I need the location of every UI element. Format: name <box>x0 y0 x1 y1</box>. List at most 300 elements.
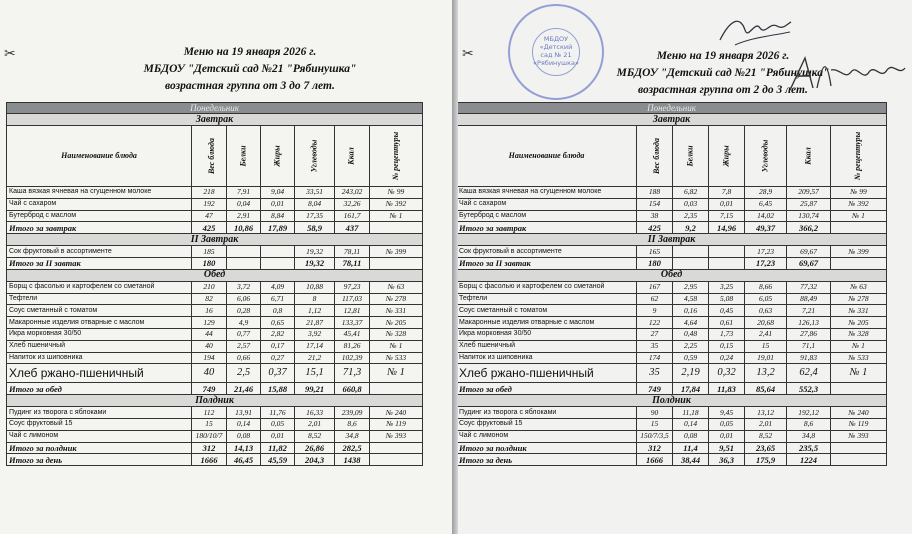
value-cell: 180 <box>192 257 227 269</box>
value-cell: 6,82 <box>673 187 709 199</box>
value-cell: 0,65 <box>261 317 295 329</box>
value-cell: 194 <box>192 352 227 364</box>
value-cell: 46,45 <box>227 454 261 466</box>
meal-bar-lunch <box>458 269 887 281</box>
table-row <box>7 198 423 210</box>
table-row <box>458 198 887 210</box>
value-cell: № 278 <box>370 293 423 305</box>
dish-name: Итого за обед <box>458 383 637 395</box>
value-cell: 0,05 <box>709 418 745 430</box>
dish-name: Итого за обед <box>7 383 192 395</box>
value-cell: 45,59 <box>261 454 295 466</box>
table-row <box>458 340 887 352</box>
value-cell: 34,8 <box>787 430 831 442</box>
value-cell: 749 <box>637 383 673 395</box>
value-cell: 62 <box>637 293 673 305</box>
table-row <box>458 407 887 419</box>
value-cell: 8,84 <box>261 210 295 222</box>
value-cell: 35 <box>637 364 673 383</box>
table-row <box>7 340 423 352</box>
value-cell: 167 <box>637 281 673 293</box>
value-cell: 154 <box>637 198 673 210</box>
value-cell: 150/7/3,5 <box>637 430 673 442</box>
value-cell: 235,5 <box>787 442 831 454</box>
value-cell: 81,26 <box>335 340 370 352</box>
value-cell: 239,09 <box>335 407 370 419</box>
value-cell: № 119 <box>831 418 887 430</box>
value-cell: 3,25 <box>709 281 745 293</box>
value-cell: 11,18 <box>673 407 709 419</box>
value-cell: 185 <box>192 246 227 258</box>
value-cell: 2,5 <box>227 364 261 383</box>
value-cell: 20,68 <box>745 317 787 329</box>
total-row-day <box>458 454 887 466</box>
meal-bar-snack-label: Полдник <box>7 395 423 407</box>
table-row <box>458 246 887 258</box>
table-row <box>458 418 887 430</box>
meal-bar-second_breakfast <box>7 234 423 246</box>
table-row <box>7 187 423 199</box>
meal-bar-breakfast <box>458 114 887 126</box>
dish-name: Итого за завтрак <box>7 222 192 234</box>
scissors-icon: ✂ <box>4 46 16 62</box>
column-header-fat: Жиры <box>709 126 745 187</box>
value-cell: 0,01 <box>261 198 295 210</box>
value-cell: 4,58 <box>673 293 709 305</box>
dish-name: Хлеб ржано-пшеничный <box>7 364 192 383</box>
signature-right <box>785 50 910 100</box>
value-cell: 6,06 <box>227 293 261 305</box>
value-cell: 0,08 <box>673 430 709 442</box>
value-cell: № 392 <box>831 198 887 210</box>
dish-name: Каша вязкая ячневая на сгущенном молоке <box>7 187 192 199</box>
dish-name: Итого за II завтак <box>7 257 192 269</box>
value-cell: № 63 <box>370 281 423 293</box>
table-row <box>458 187 887 199</box>
meal-bar-lunch-label: Обед <box>7 269 423 281</box>
meal-bar-second_breakfast-label: II Завтрак <box>7 234 423 246</box>
value-cell: 2,95 <box>673 281 709 293</box>
dish-name: Напиток из шиповника <box>7 352 192 364</box>
value-cell: 16,33 <box>295 407 335 419</box>
value-cell: № 240 <box>370 407 423 419</box>
value-cell: 2,57 <box>227 340 261 352</box>
value-cell: 11,83 <box>709 383 745 395</box>
right-title: Меню на 19 января 2026 г. <box>656 50 790 62</box>
value-cell: 0,01 <box>709 430 745 442</box>
value-cell: 1224 <box>787 454 831 466</box>
left-header <box>30 44 452 95</box>
menu-table-left <box>6 102 423 466</box>
value-cell: № 1 <box>831 210 887 222</box>
value-cell: 175,9 <box>745 454 787 466</box>
value-cell: 180 <box>637 257 673 269</box>
value-cell: 437 <box>335 222 370 234</box>
value-cell: 21,87 <box>295 317 335 329</box>
column-header-protein: Белки <box>673 126 709 187</box>
value-cell: 17,23 <box>745 257 787 269</box>
value-cell: 0,66 <box>227 352 261 364</box>
meal-bar-breakfast-label: Завтрак <box>458 114 887 126</box>
table-row <box>7 430 423 442</box>
value-cell: № 119 <box>370 418 423 430</box>
table-row <box>458 317 887 329</box>
value-cell: 8,6 <box>787 418 831 430</box>
value-cell: 2,01 <box>745 418 787 430</box>
value-cell: 2,25 <box>673 340 709 352</box>
dish-name: Хлеб пшеничный <box>7 340 192 352</box>
column-header-carbs: Углеводы <box>295 126 335 187</box>
value-cell: 0,15 <box>709 340 745 352</box>
value-cell <box>227 246 261 258</box>
value-cell: № 399 <box>370 246 423 258</box>
value-cell: 5,08 <box>709 293 745 305</box>
value-cell: № 240 <box>831 407 887 419</box>
meal-bar-snack <box>458 395 887 407</box>
value-cell: 192,12 <box>787 407 831 419</box>
value-cell: 17,35 <box>295 210 335 222</box>
dish-name: Напиток из шиповника <box>458 352 637 364</box>
value-cell: 23,65 <box>745 442 787 454</box>
value-cell: 38 <box>637 210 673 222</box>
value-cell: 15,1 <box>295 364 335 383</box>
value-cell: 40 <box>192 364 227 383</box>
table-row <box>7 328 423 340</box>
value-cell: 126,13 <box>787 317 831 329</box>
value-cell: 17,89 <box>261 222 295 234</box>
value-cell: 9 <box>637 305 673 317</box>
table-row <box>458 364 887 383</box>
dish-name: Итого за II завтак <box>458 257 637 269</box>
total-row-breakfast <box>458 222 887 234</box>
value-cell: 85,64 <box>745 383 787 395</box>
table-row <box>458 281 887 293</box>
table-row <box>7 364 423 383</box>
value-cell: 1666 <box>637 454 673 466</box>
value-cell: 36,3 <box>709 454 745 466</box>
value-cell: 0,63 <box>745 305 787 317</box>
value-cell: 112 <box>192 407 227 419</box>
value-cell: 11,76 <box>261 407 295 419</box>
value-cell: № 392 <box>370 198 423 210</box>
value-cell: 552,3 <box>787 383 831 395</box>
dish-name: Хлеб пшеничный <box>458 340 637 352</box>
value-cell: № 1 <box>831 340 887 352</box>
dish-name: Икра морковная 30/50 <box>458 328 637 340</box>
value-cell: 282,5 <box>335 442 370 454</box>
value-cell: 8 <box>295 293 335 305</box>
value-cell: № 331 <box>370 305 423 317</box>
value-cell: 2,01 <box>295 418 335 430</box>
value-cell <box>370 257 423 269</box>
value-cell: 210 <box>192 281 227 293</box>
value-cell: 312 <box>192 442 227 454</box>
value-cell: 204,3 <box>295 454 335 466</box>
dish-name: Тефтели <box>7 293 192 305</box>
value-cell <box>370 454 423 466</box>
value-cell: 749 <box>192 383 227 395</box>
value-cell: 17,84 <box>673 383 709 395</box>
value-cell <box>261 257 295 269</box>
value-cell: 27 <box>637 328 673 340</box>
value-cell: № 399 <box>831 246 887 258</box>
right-age-group: возрастная группа от 2 до 3 лет. <box>638 84 808 96</box>
value-cell: 78,11 <box>335 246 370 258</box>
value-cell: 243,02 <box>335 187 370 199</box>
value-cell: 0,16 <box>673 305 709 317</box>
value-cell: № 533 <box>370 352 423 364</box>
value-cell: 21,2 <box>295 352 335 364</box>
value-cell: 6,71 <box>261 293 295 305</box>
value-cell: 8,52 <box>295 430 335 442</box>
value-cell: 0,48 <box>673 328 709 340</box>
dish-name: Пудинг из творога с яблоками <box>458 407 637 419</box>
value-cell: 130,74 <box>787 210 831 222</box>
value-cell: № 393 <box>370 430 423 442</box>
value-cell: 11,82 <box>261 442 295 454</box>
value-cell: 2,35 <box>673 210 709 222</box>
column-header-row <box>458 126 887 187</box>
value-cell: 4,64 <box>673 317 709 329</box>
value-cell: 8,66 <box>745 281 787 293</box>
dish-name: Хлеб ржано-пшеничный <box>458 364 637 383</box>
value-cell: 19,32 <box>295 257 335 269</box>
dish-name: Борщ с фасолью и картофелем со сметаной <box>7 281 192 293</box>
value-cell: 0,8 <box>261 305 295 317</box>
value-cell: 129 <box>192 317 227 329</box>
value-cell: 1,12 <box>295 305 335 317</box>
value-cell <box>370 442 423 454</box>
value-cell: 133,37 <box>335 317 370 329</box>
value-cell <box>831 383 887 395</box>
value-cell <box>831 222 887 234</box>
table-row <box>7 317 423 329</box>
value-cell: 0,17 <box>261 340 295 352</box>
dish-name: Итого за полдник <box>7 442 192 454</box>
value-cell: 174 <box>637 352 673 364</box>
column-header-recipe: № рецептуры <box>370 126 423 187</box>
value-cell: 0,03 <box>673 198 709 210</box>
value-cell: 13,12 <box>745 407 787 419</box>
value-cell: 425 <box>192 222 227 234</box>
total-row-lunch <box>458 383 887 395</box>
value-cell: 117,03 <box>335 293 370 305</box>
value-cell: 0,37 <box>261 364 295 383</box>
column-header-weight: Вес блюда <box>637 126 673 187</box>
value-cell: 13,91 <box>227 407 261 419</box>
value-cell: № 1 <box>831 364 887 383</box>
dish-name: Итого за завтрак <box>458 222 637 234</box>
scissors-icon: ✂ <box>462 46 474 62</box>
dish-name: Пудинг из творога с яблоками <box>7 407 192 419</box>
column-header-weight: Вес блюда <box>192 126 227 187</box>
total-row-second_breakfast <box>458 257 887 269</box>
value-cell: № 205 <box>370 317 423 329</box>
value-cell: 90 <box>637 407 673 419</box>
value-cell: 209,57 <box>787 187 831 199</box>
signature-top <box>715 10 795 55</box>
value-cell: 312 <box>637 442 673 454</box>
column-header-recipe: № рецептуры <box>831 126 887 187</box>
value-cell <box>227 257 261 269</box>
value-cell: № 331 <box>831 305 887 317</box>
dish-name: Итого за день <box>7 454 192 466</box>
meal-bar-breakfast-label: Завтрак <box>7 114 423 126</box>
value-cell <box>370 383 423 395</box>
value-cell: 44 <box>192 328 227 340</box>
value-cell: 10,88 <box>295 281 335 293</box>
value-cell: 21,46 <box>227 383 261 395</box>
value-cell: 38,44 <box>673 454 709 466</box>
value-cell: 1438 <box>335 454 370 466</box>
table-row <box>7 210 423 222</box>
value-cell: 12,81 <box>335 305 370 317</box>
value-cell: 2,91 <box>227 210 261 222</box>
day-bar <box>458 103 887 114</box>
table-row <box>458 305 887 317</box>
value-cell: № 63 <box>831 281 887 293</box>
value-cell: 0,77 <box>227 328 261 340</box>
value-cell <box>261 246 295 258</box>
dish-name: Соус сметанный с томатом <box>458 305 637 317</box>
column-header-row <box>7 126 423 187</box>
value-cell: 0,32 <box>709 364 745 383</box>
dish-name: Итого за полдник <box>458 442 637 454</box>
total-row-lunch <box>7 383 423 395</box>
value-cell: 14,13 <box>227 442 261 454</box>
day-bar-label: Понедельник <box>7 103 423 114</box>
value-cell <box>709 257 745 269</box>
value-cell: 69,67 <box>787 257 831 269</box>
value-cell: № 99 <box>831 187 887 199</box>
menu-sheet-left <box>0 0 452 534</box>
value-cell: 1666 <box>192 454 227 466</box>
value-cell <box>831 257 887 269</box>
table-row <box>7 293 423 305</box>
value-cell: 2,82 <box>261 328 295 340</box>
value-cell: 0,14 <box>227 418 261 430</box>
value-cell: 13,2 <box>745 364 787 383</box>
meal-bar-snack <box>7 395 423 407</box>
value-cell: 0,01 <box>261 430 295 442</box>
value-cell: 91,83 <box>787 352 831 364</box>
value-cell: 8,52 <box>745 430 787 442</box>
value-cell: 99,21 <box>295 383 335 395</box>
value-cell: 0,08 <box>227 430 261 442</box>
value-cell: 0,45 <box>709 305 745 317</box>
table-row <box>7 352 423 364</box>
value-cell: 10,86 <box>227 222 261 234</box>
value-cell: 26,86 <box>295 442 335 454</box>
meal-bar-lunch-label: Обед <box>458 269 887 281</box>
value-cell: 9,04 <box>261 187 295 199</box>
value-cell: 15 <box>192 418 227 430</box>
value-cell: 192 <box>192 198 227 210</box>
value-cell: 7,21 <box>787 305 831 317</box>
value-cell: 15 <box>745 340 787 352</box>
value-cell: 2,41 <box>745 328 787 340</box>
value-cell: 9,45 <box>709 407 745 419</box>
dish-name: Бутерброд с маслом <box>458 210 637 222</box>
table-row <box>458 328 887 340</box>
value-cell: 122 <box>637 317 673 329</box>
value-cell: 15 <box>637 418 673 430</box>
column-header-carbs: Углеводы <box>745 126 787 187</box>
dish-name: Макаронные изделия отварные с маслом <box>458 317 637 329</box>
value-cell: 0,61 <box>709 317 745 329</box>
value-cell: 4,9 <box>227 317 261 329</box>
value-cell: 14,02 <box>745 210 787 222</box>
table-row <box>458 293 887 305</box>
value-cell: 62,4 <box>787 364 831 383</box>
value-cell: 16 <box>192 305 227 317</box>
value-cell: 88,49 <box>787 293 831 305</box>
column-header-fat: Жиры <box>261 126 295 187</box>
dish-name: Икра морковная 30/50 <box>7 328 192 340</box>
left-title: Меню на 19 января 2026 г. <box>183 46 317 58</box>
value-cell: 660,8 <box>335 383 370 395</box>
value-cell: № 205 <box>831 317 887 329</box>
value-cell: 71,1 <box>787 340 831 352</box>
left-age-group: возрастная группа от 3 до 7 лет. <box>165 80 335 92</box>
column-header-name: Наименование блюда <box>458 126 637 187</box>
column-header-kcal: Ккал <box>335 126 370 187</box>
menu-table-right <box>458 102 887 466</box>
value-cell: 35 <box>637 340 673 352</box>
value-cell: № 1 <box>370 340 423 352</box>
value-cell: 0,05 <box>261 418 295 430</box>
dish-name: Макаронные изделия отварные с маслом <box>7 317 192 329</box>
value-cell: 15,88 <box>261 383 295 395</box>
value-cell: 8,04 <box>295 198 335 210</box>
value-cell: 8,6 <box>335 418 370 430</box>
value-cell: 2,19 <box>673 364 709 383</box>
meal-bar-second_breakfast-label: II Завтрак <box>458 234 887 246</box>
value-cell: 3,72 <box>227 281 261 293</box>
value-cell: 4,09 <box>261 281 295 293</box>
value-cell: 27,86 <box>787 328 831 340</box>
table-row <box>458 430 887 442</box>
value-cell: 28,9 <box>745 187 787 199</box>
total-row-second_breakfast <box>7 257 423 269</box>
value-cell: 188 <box>637 187 673 199</box>
value-cell: № 328 <box>370 328 423 340</box>
value-cell <box>709 246 745 258</box>
value-cell: 45,41 <box>335 328 370 340</box>
value-cell: 34,8 <box>335 430 370 442</box>
value-cell: 366,2 <box>787 222 831 234</box>
value-cell: 1,73 <box>709 328 745 340</box>
dish-name: Сок фруктовый в ассортименте <box>458 246 637 258</box>
dish-name: Каша вязкая ячневая на сгущенном молоке <box>458 187 637 199</box>
value-cell: 97,23 <box>335 281 370 293</box>
table-row <box>7 281 423 293</box>
value-cell: 49,37 <box>745 222 787 234</box>
value-cell: 7,8 <box>709 187 745 199</box>
value-cell: № 533 <box>831 352 887 364</box>
meal-bar-lunch <box>7 269 423 281</box>
total-row-snack <box>458 442 887 454</box>
value-cell: 82 <box>192 293 227 305</box>
day-bar <box>7 103 423 114</box>
column-header-name: Наименование блюда <box>7 126 192 187</box>
table-row <box>7 407 423 419</box>
total-row-day <box>7 454 423 466</box>
value-cell: 6,05 <box>745 293 787 305</box>
value-cell: 9,2 <box>673 222 709 234</box>
value-cell: № 99 <box>370 187 423 199</box>
value-cell: 0,14 <box>673 418 709 430</box>
